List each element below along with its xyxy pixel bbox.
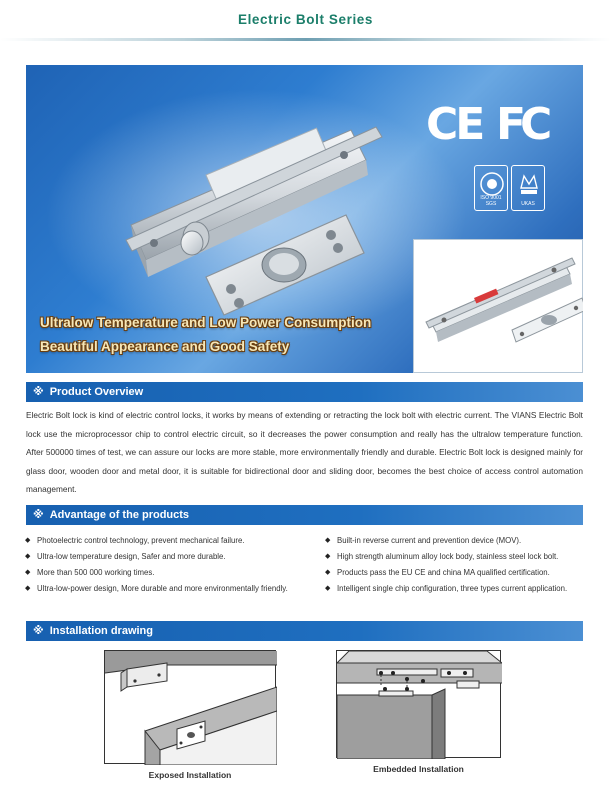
embedded-installation-diagram (337, 651, 502, 759)
certification-badges (474, 165, 546, 211)
slogan-line-2: Beautiful Appearance and Good Safety (40, 339, 290, 354)
section-title: Product Overview (49, 386, 144, 398)
diamond-bullet-icon: ◆ (25, 569, 31, 576)
diamond-bullet-icon: ◆ (25, 537, 31, 544)
advantage-item: ◆ More than 500 000 working times. (25, 565, 290, 581)
section-header-product-overview (26, 382, 583, 402)
section-mark-icon: ※ (33, 509, 44, 521)
advantage-list-left (25, 533, 290, 597)
advantage-item: ◆ Ultra-low-power design, More durable and more environmentally friendly. (25, 581, 290, 597)
ukas-badge-label: UKAS (521, 201, 535, 207)
advantage-item: ◆ High strength aluminum alloy lock body, stainless steel lock bolt. (325, 549, 590, 565)
advantage-item: ◆ Ultra-low temperature design, Safer and more durable. (25, 549, 290, 565)
embedded-installation-drawing (336, 650, 501, 758)
iso-sgs-badge (474, 165, 508, 211)
advantage-item: ◆ Intelligent single chip configuration, three types current application. (325, 581, 590, 597)
diamond-bullet-icon: ◆ (325, 585, 331, 592)
header-divider (0, 38, 611, 41)
section-mark-icon: ※ (33, 386, 44, 398)
exposed-installation-drawing (104, 650, 276, 764)
advantage-list-right (325, 533, 590, 597)
advantage-item: ◆ Photoelectric control technology, prevent mechanical failure. (25, 533, 290, 549)
fcc-mark: FC (496, 99, 547, 150)
section-title: Advantage of the products (49, 509, 190, 521)
series-title: Electric Bolt Series (237, 12, 374, 27)
diamond-bullet-icon: ◆ (325, 569, 331, 576)
section-header-installation (26, 621, 583, 641)
page-header (0, 0, 611, 44)
section-title: Installation drawing (49, 625, 153, 637)
advantage-item: ◆ Built-in reverse current and prevention device (MOV). (325, 533, 590, 549)
iso-badge-label: ISO 9001 SGS (480, 195, 502, 207)
inset-bolt-image (414, 240, 583, 373)
slogan-line-1: Ultralow Temperature and Low Power Consumption (40, 315, 372, 330)
product-inset-photo (413, 239, 583, 373)
diamond-bullet-icon: ◆ (25, 553, 31, 560)
advantage-item: ◆ Products pass the EU CE and china MA qualified certification. (325, 565, 590, 581)
ce-mark: CE (426, 99, 483, 150)
diamond-bullet-icon: ◆ (25, 585, 31, 592)
section-mark-icon: ※ (33, 625, 44, 637)
diamond-bullet-icon: ◆ (325, 553, 331, 560)
product-overview-text: Electric Bolt lock is kind of electric control locks, it works by means of extending or retracting the lock bolt with electric current. The VIANS Electric Bolt lock use the microprocessor chip to control electric circuit, so it decreases the power consumption and really has the ultralow temperature function. After 500000 times of test, we can assure our locks are more stable, more environmentally friendly and durable. Electric Bolt lock is designed mainly for glass door, wooden door and metal door, it is suitable for bidirectional door and sliding door, becomes the best choice of access control automation management. (26, 410, 583, 494)
embedded-installation-caption: Embedded Installation (373, 764, 464, 774)
exposed-installation-caption: Exposed Installation (148, 770, 232, 780)
section-header-advantage (26, 505, 583, 525)
hero-banner (26, 65, 583, 373)
ukas-badge (511, 165, 545, 211)
diamond-bullet-icon: ◆ (325, 537, 331, 544)
exposed-installation-diagram (105, 651, 277, 765)
